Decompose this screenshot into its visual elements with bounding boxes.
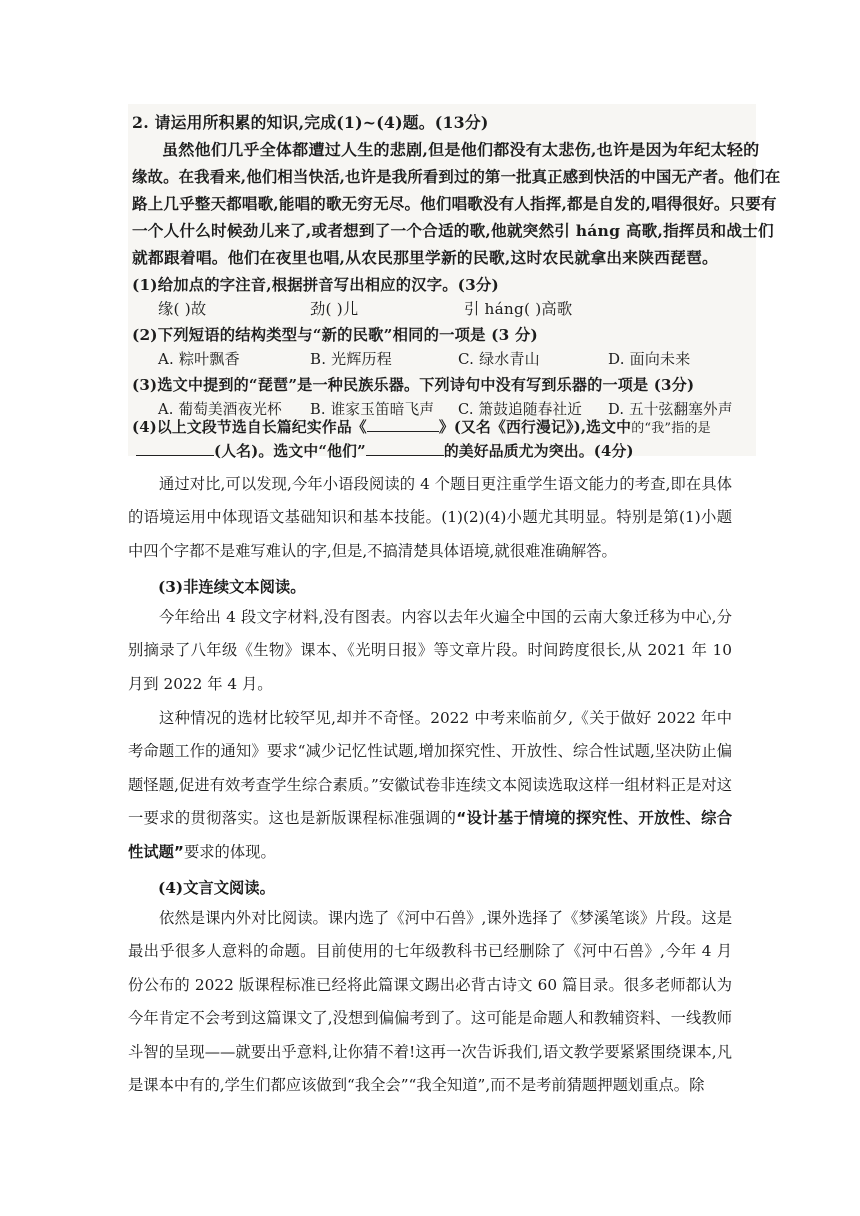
paragraph-text — [128, 702, 732, 869]
scanned-exam-question — [128, 104, 781, 460]
question-4-cont — [136, 440, 634, 461]
answer-blank — [366, 455, 444, 456]
q3-option: D. 五十弦翻塞外声 — [608, 401, 733, 418]
paragraph-text-part: 要求的体现。 — [183, 842, 276, 861]
answer-blank — [367, 431, 439, 432]
question-title: 2. 请运用所积累的知识,完成(1)~(4)题。(13分) — [132, 113, 489, 132]
q4-text: (4)以上文段节选自长篇纪实作品《 — [132, 419, 367, 436]
section-heading: (3)非连续文本阅读。 — [158, 578, 306, 596]
q2-option: B. 光辉历程 — [310, 350, 392, 368]
answer-blank — [136, 455, 214, 456]
passage-line: 就都跟着唱。他们在夜里也唱,从农民那里学新的民歌,这时农民就拿出来陕西琵琶。 — [132, 249, 719, 267]
q1-item: 缘( )故 — [158, 300, 207, 318]
paragraph-text: 今年给出 4 段文字材料,没有图表。内容以去年火遍全中国的云南大象迁移为中心,分别摘录了八年级《生物》课本、《光明日报》等文章片段。时间跨度很长,从 2021 年 10 月到 2022 年 4 月。 — [128, 608, 732, 693]
q3-option: C. 箫鼓追随春社近 — [458, 401, 583, 418]
passage-line: 一个人什么时候劲儿来了,或者想到了一个合适的歌,他就突然引 háng 高歌,指挥员和战士们 — [132, 222, 774, 240]
passage-line: 路上几乎整天都唱歌,能唱的歌无穷无尽。他们唱歌没有人指挥,都是自发的,唱得很好。只要有 — [132, 195, 777, 213]
paragraph-classical — [128, 902, 732, 1102]
q4-text: 》(又名《西行漫记》),选文中 — [438, 419, 632, 436]
emphasis-text: “设计基于情境的探究性、开放性、综合性试题” — [128, 809, 732, 861]
q3-option: A. 葡萄美酒夜光杯 — [158, 401, 282, 418]
q4-text: (人名)。选文中“他们” — [214, 443, 366, 460]
paragraph-text-part: 这种情况的选材比较罕见,却并不奇怪。2022 中考来临前夕,《关于做好 2022 年中考命题工作的通知》要求“减少记忆性试题,增加探究性、开放性、综合性试题,坚决防止偏题怪题,促进有效考查学生综合素质。”安徽试卷非连续文本阅读选取这样一组材料正是对这一要求的贯彻落实。这也是新版课程标准强调的 — [128, 709, 732, 828]
q1-item: 引 háng( )高歌 — [464, 300, 573, 318]
paragraph-analysis — [128, 468, 732, 568]
q4-text: 的美好品质尤为突出。(4分) — [443, 443, 634, 460]
q2-option: C. 绿水青山 — [458, 350, 540, 368]
paragraph-text: 通过对比,可以发现,今年小语段阅读的 4 个题目更注重学生语文能力的考查,即在具体的语境运用中体现语文基础知识和基本技能。(1)(2)(4)小题尤其明显。特别是第(1)小题中四个字都不是难写难认的字,但是,不搞清楚具体语境,就很难准确解答。 — [128, 475, 732, 560]
question-4 — [132, 416, 711, 437]
q2-option: D. 面向未来 — [608, 350, 691, 368]
passage-line: 虽然他们几乎全体都遭过人生的悲剧,但是他们都没有太悲伤,也许是因为年纪太轻的 — [162, 141, 760, 159]
q3-option: B. 谁家玉笛暗飞声 — [310, 401, 435, 418]
question-2: (2)下列短语的结构类型与“新的民歌”相同的一项是 (3 分) — [132, 326, 538, 344]
question-1: (1)给加点的字注音,根据拼音写出相应的汉字。(3分) — [132, 276, 499, 294]
section-heading: (4)文言文阅读。 — [158, 879, 275, 897]
q1-item: 劲( )儿 — [310, 300, 359, 318]
q4-text: 的“我”指的是 — [631, 421, 711, 436]
paragraph-material — [128, 702, 732, 869]
paragraph-nonlinear — [128, 601, 732, 701]
paragraph-text: 依然是课内外对比阅读。课内选了《河中石兽》,课外选择了《梦溪笔谈》片段。这是最出乎很多人意料的命题。目前使用的七年级教科书已经删除了《河中石兽》,今年 4 月份公布的 2022 版课程标准已经将此篇课文踢出必背古诗文 60 篇目录。很多老师都认为今年肯定不会考到这篇课文了,没想到偏偏考到了。这可能是命题人和教辅资料、一线教师斗智的呈现——就要出乎意料,让你猜不着!这再一次告诉我们,语文教学要紧紧围绕课本,凡是课本中有的,学生们都应该做到“我全会”“我全知道”,而不是考前猜题押题划重点。除 — [128, 909, 732, 1095]
q2-option: A. 粽叶飘香 — [158, 350, 240, 368]
question-3: (3)选文中提到的“琵琶”是一种民族乐器。下列诗句中没有写到乐器的一项是 (3分) — [132, 376, 695, 394]
passage-line: 缘故。在我看来,他们相当快活,也许是我所看到过的第一批真正感到快活的中国无产者。他们在 — [132, 168, 781, 186]
